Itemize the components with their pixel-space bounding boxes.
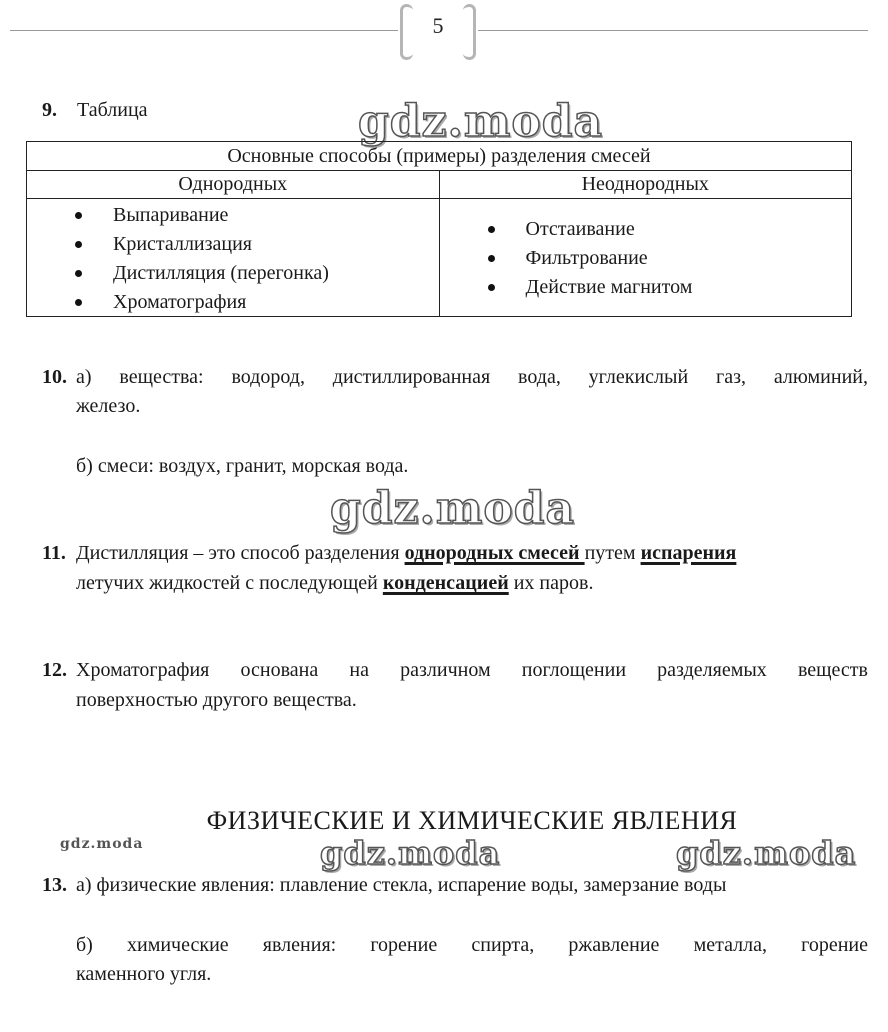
- column-header-heterogeneous: Неоднородных: [439, 171, 852, 199]
- list-item: Кристаллизация: [53, 230, 433, 259]
- header-rule-right: [478, 30, 868, 31]
- term-condensation: конденсацией: [382, 572, 509, 594]
- question-9-label: Таблица: [77, 99, 148, 121]
- question-11-line2: [76, 572, 593, 595]
- watermark: gdz.moda: [60, 836, 144, 852]
- list-item: Отстаивание: [466, 215, 846, 244]
- homogeneous-methods-list: [53, 201, 433, 317]
- homogeneous-methods-cell: [27, 199, 440, 317]
- question-11-text-4: их паров.: [508, 572, 594, 594]
- question-11-text-1: Дистилляция – это способ разделения: [76, 542, 405, 564]
- watermark: gdz.moda: [320, 834, 501, 872]
- watermark: gdz.moda: [358, 96, 604, 147]
- question-11-text-3: летучих жидкостей с последующей: [76, 572, 383, 594]
- list-item: Хроматография: [53, 288, 433, 317]
- separation-methods-table: [26, 141, 852, 317]
- section-title: ФИЗИЧЕСКИЕ И ХИМИЧЕСКИЕ ЯВЛЕНИЯ: [206, 806, 738, 835]
- question-12-line2: поверхностью другого вещества.: [76, 689, 357, 711]
- question-10-a-line2: железо.: [76, 395, 141, 417]
- list-item: Выпаривание: [53, 201, 433, 230]
- question-10-b: б) смеси: воздух, гранит, морская вода.: [76, 455, 409, 477]
- question-12-number: 12.: [42, 659, 67, 681]
- question-13-number: 13.: [42, 874, 67, 896]
- question-11-line1: [76, 542, 736, 565]
- header-rule-left: [10, 30, 398, 31]
- watermark: gdz.moda: [330, 483, 576, 534]
- table-title: Основные способы (примеры) разделения смесей: [27, 142, 852, 171]
- list-item: Дистилляция (перегонка): [53, 259, 433, 288]
- question-12-line1: Хроматография основана на различном поглощении разделяемых веществ: [76, 659, 868, 681]
- question-10-a-line1: а) вещества: водород, дистиллированная вода, углекислый газ, алюминий,: [76, 366, 868, 388]
- heterogeneous-methods-cell: [439, 199, 852, 317]
- watermark: gdz.moda: [676, 834, 857, 872]
- term-homogeneous-mixtures: однородных смесей: [404, 542, 585, 564]
- question-13-b-line2: каменного угля.: [76, 963, 212, 985]
- list-item: Действие магнитом: [466, 273, 846, 302]
- term-evaporation: испарения: [640, 542, 737, 564]
- page-number: 5: [400, 4, 476, 56]
- list-item: Фильтрование: [466, 244, 846, 273]
- question-11-text-2: путем: [584, 542, 641, 564]
- question-13-a: а) физические явления: плавление стекла, испарение воды, замерзание воды: [76, 874, 727, 896]
- question-9-number: 9.: [42, 99, 57, 121]
- question-10-number: 10.: [42, 366, 67, 388]
- question-13-b-line1: б) химические явления: горение спирта, ржавление металла, горение: [76, 934, 868, 956]
- question-11-number: 11.: [42, 542, 66, 564]
- column-header-homogeneous: Однородных: [27, 171, 440, 199]
- heterogeneous-methods-list: [466, 215, 846, 302]
